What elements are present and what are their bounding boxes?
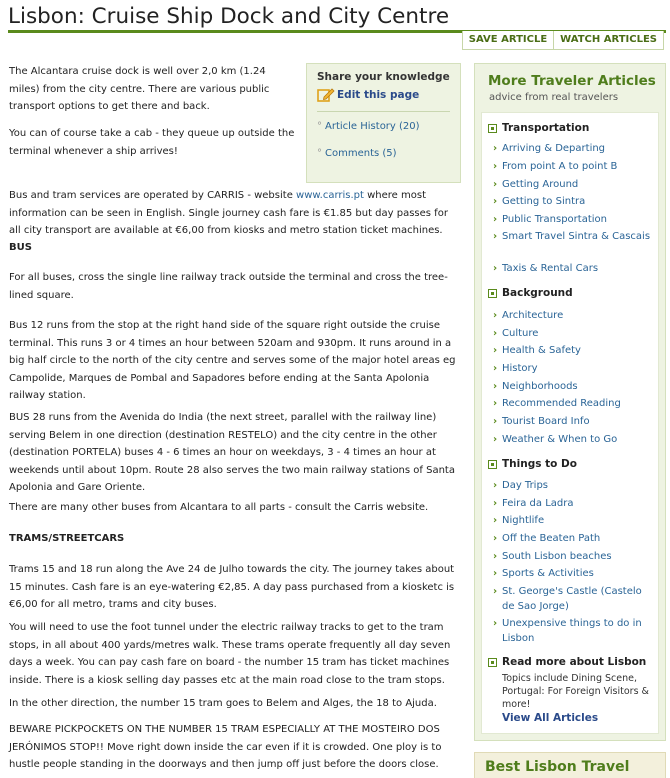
carris-website-link[interactable]: www.carris.pt	[296, 190, 364, 201]
article-paragraph: For all buses, cross the single line railway track outside the terminal and cross the tree-lined square.	[9, 272, 448, 301]
article-paragraph: Bus and tram services are operated by CARRIS - website www.carris.pt where most information can be seen in English. Single journey cash fare is €1.85 but day passes for all city transport are available at €6,00 from kiosks and metro station ticket machines.	[9, 190, 448, 237]
sidebar-link[interactable]: › Recommended Reading	[502, 396, 652, 411]
sidebar-link[interactable]: › Sports & Activities	[502, 566, 652, 581]
sidebar-link[interactable]: › From point A to point B	[502, 159, 652, 174]
section-background[interactable]: Background	[488, 287, 573, 299]
sidebar-link[interactable]: › Getting to Sintra	[502, 194, 652, 209]
article-paragraph: Trams 15 and 18 run along the Ave 24 de Julho towards the city. The journey takes about 15 minutes. Cash fare is an eye-watering €2,85. A day pass purchased from a kiosketc is €6,00 for all metro, trams and city buses.	[9, 564, 455, 611]
article-paragraph: You can of course take a cab - they queue up outside the terminal whenever a ship arrives!	[9, 128, 295, 157]
read-more-description: Topics include Dining Scene, Portugal: For Foreign Visitors & more!	[502, 673, 649, 710]
article-paragraph: BUS 28 runs from the Avenida do India (the next street, parallel with the railway line) serving Belem in one direction (destination RESTELO) and the city centre in the other (destination PORTELA) buses 4 - 6 times an hour on weekdays, 3 - 4 times an hour at weekends until about 10pm. Route 28 also serves the two main railway stations of Santa Apolonia and Gare Oriente.	[9, 412, 455, 494]
share-knowledge-box	[306, 63, 461, 183]
sidebar-list	[481, 112, 659, 734]
section-things-to-do[interactable]: Things to Do	[488, 458, 577, 470]
more-articles-sidebar	[474, 63, 666, 741]
bullet-square-icon	[488, 658, 497, 667]
save-article-button[interactable]: SAVE ARTICLE	[463, 31, 554, 49]
sidebar-link[interactable]: › Architecture	[502, 308, 652, 323]
sidebar-link[interactable]: › Feira da Ladra	[502, 496, 652, 511]
article-paragraph: BEWARE PICKPOCKETS ON THE NUMBER 15 TRAM ESPECIALLY AT THE MOSTEIRO DOS JERÓNIMOS STOP!! Move right down inside the car even if it is crowded. One ploy is to hustle people standing in the doorways and then jump off just before the doors close.	[9, 724, 442, 771]
section-read-more[interactable]: Read more about Lisbon	[488, 656, 646, 668]
article-paragraph: The Alcantara cruise dock is well over 2,0 km (1.24 miles) from the city centre. There are various public transport options to get there and back.	[9, 66, 270, 113]
section-heading-bus: BUS	[9, 242, 32, 253]
sidebar-subtitle: advice from real travelers	[489, 92, 619, 103]
sidebar-link[interactable]: › History	[502, 361, 652, 376]
sidebar-link[interactable]: › Weather & When to Go	[502, 432, 652, 447]
best-travel-title: Best Lisbon Travel	[485, 759, 630, 775]
comments-link[interactable]: ° Comments (5)	[317, 147, 450, 161]
sidebar-title: More Traveler Articles	[488, 73, 656, 89]
bullet-square-icon	[488, 289, 497, 298]
sidebar-link[interactable]: › Neighborhoods	[502, 379, 652, 394]
edit-page-link[interactable]: Edit this page	[337, 89, 420, 101]
sidebar-link[interactable]: › South Lisbon beaches	[502, 549, 652, 564]
bullet-square-icon	[488, 460, 497, 469]
article-toolbar	[462, 31, 664, 50]
article-paragraph: Bus 12 runs from the stop at the right hand side of the square right outside the cruise terminal. This runs 3 or 4 times an hour between 520am and 930pm. It runs around in a big half circle to the north of the city centre and serves some of the major hotel areas eg Campolide, Marques de Pombal and Sapadores before ending at the Santa Apolonia railway station.	[9, 320, 456, 402]
sidebar-link[interactable]: › Day Trips	[502, 478, 652, 493]
pencil-icon	[317, 87, 335, 103]
sidebar-link[interactable]: › Nightlife	[502, 513, 652, 528]
sidebar-link[interactable]: › Off the Beaten Path	[502, 531, 652, 546]
best-travel-box	[474, 752, 666, 778]
sidebar-link[interactable]: › Unexpensive things to do in Lisbon	[502, 616, 652, 646]
bullet-square-icon	[488, 124, 497, 133]
watch-articles-button[interactable]: WATCH ARTICLES	[560, 34, 657, 45]
sidebar-link[interactable]: › Culture	[502, 326, 652, 341]
page-title: Lisbon: Cruise Ship Dock and City Centre	[8, 4, 450, 29]
article-paragraph: In the other direction, the number 15 tram goes to Belem and Alges, the 18 to Ajuda.	[9, 698, 437, 709]
sidebar-link[interactable]: › Health & Safety	[502, 343, 652, 358]
article-paragraph: You will need to use the foot tunnel under the electric railway tracks to get to the tram stops, in all about 400 yards/metres walk. These trams operate frequently all day seven days a week. You can pay cash fare on board - the number 15 tram has ticket machines inside. There is a kiosk selling day passes etc at the main road close to the tram stops.	[9, 622, 451, 686]
sidebar-link[interactable]: › Tourist Board Info	[502, 414, 652, 429]
sidebar-link[interactable]: › Smart Travel Sintra & Cascais	[502, 229, 652, 244]
section-transportation[interactable]: Transportation	[488, 122, 589, 134]
sidebar-link[interactable]: › St. George's Castle (Castelo de Sao Jorge)	[502, 584, 652, 614]
view-all-articles-link[interactable]: View All Articles	[502, 712, 599, 724]
sidebar-link[interactable]: › Getting Around	[502, 177, 652, 192]
article-paragraph: There are many other buses from Alcantara to all parts - consult the Carris website.	[9, 502, 429, 513]
sidebar-link[interactable]: › Arriving & Departing	[502, 141, 652, 156]
share-title: Share your knowledge	[317, 71, 450, 83]
share-divider	[317, 111, 450, 112]
section-heading-trams: TRAMS/STREETCARS	[9, 533, 125, 544]
article-history-link[interactable]: ° Article History (20)	[317, 120, 450, 134]
sidebar-link[interactable]: › Public Transportation	[502, 212, 652, 227]
sidebar-link[interactable]: › Taxis & Rental Cars	[502, 261, 652, 276]
